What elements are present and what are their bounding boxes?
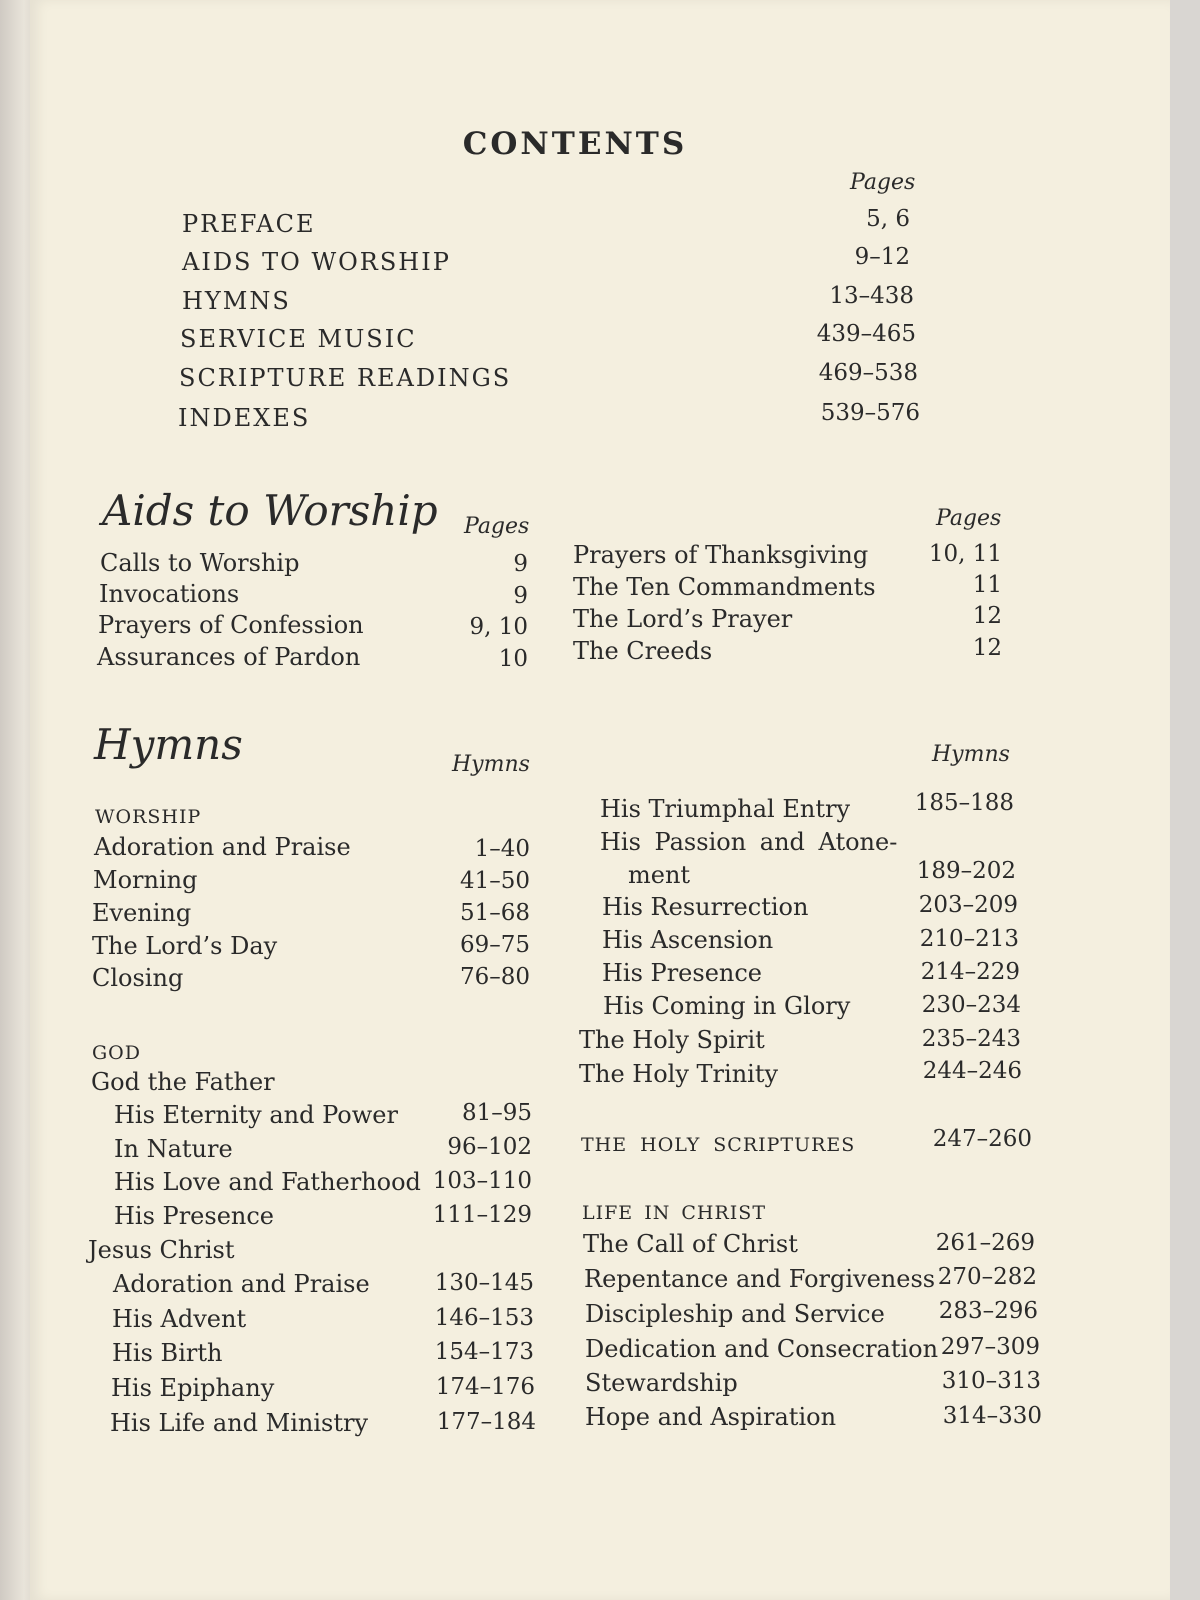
aids-item-label: Calls to Worship — [100, 549, 300, 577]
hymn-topic-range: 297–309 — [940, 1334, 1040, 1360]
hymn-topic-range: 185–188 — [914, 790, 1014, 816]
hymn-topic-label: His Ascension — [602, 926, 774, 954]
aids-item-pages: 10 — [498, 646, 528, 672]
aids-item-label: Prayers of Confession — [98, 611, 364, 639]
hymn-topic-range: 203–209 — [918, 892, 1018, 918]
contents-item-pages: 5, 6 — [866, 206, 910, 232]
hymn-topic-label: Dedication and Consecration — [585, 1335, 939, 1363]
hymn-topic-label: Hope and Aspiration — [585, 1403, 837, 1431]
hymn-topic-label: His Presence — [114, 1202, 274, 1230]
hymn-topic-label-continued: ment — [628, 861, 691, 889]
contents-item-label: PREFACE — [182, 210, 316, 238]
jesus-christ-label: Jesus Christ — [88, 1236, 235, 1264]
hymn-topic-range: 177–184 — [436, 1409, 536, 1435]
hymn-topic-label: The Lord’s Day — [92, 932, 278, 960]
aids-item-pages: 9, 10 — [469, 614, 528, 640]
worship-heading: WORSHIP — [95, 806, 202, 828]
hymn-topic-label: His Resurrection — [602, 893, 809, 921]
book-page — [30, 0, 1170, 1600]
hymns-right-header: Hymns — [932, 742, 1010, 767]
hymn-topic-label: In Nature — [114, 1135, 233, 1163]
hymn-topic-range: 174–176 — [435, 1374, 535, 1400]
hymn-topic-label: Adoration and Praise — [113, 1270, 370, 1298]
hymn-topic-range: 111–129 — [432, 1202, 532, 1228]
aids-item-label: The Creeds — [573, 637, 713, 665]
contents-item-pages: 9–12 — [854, 244, 910, 270]
aids-item-label: Assurances of Pardon — [97, 643, 361, 671]
scriptures-heading: THE HOLY SCRIPTURES — [581, 1134, 856, 1156]
hymns-section-title: Hymns — [94, 720, 243, 769]
hymn-topic-label: Adoration and Praise — [94, 833, 351, 861]
contents-item-pages: 469–538 — [818, 360, 918, 386]
hymn-topic-range: 96–102 — [447, 1134, 532, 1160]
contents-item-label: SCRIPTURE READINGS — [179, 364, 512, 392]
hymn-topic-range: 310–313 — [941, 1368, 1041, 1394]
aids-item-pages: 12 — [972, 635, 1002, 661]
aids-left-pages-header: Pages — [464, 514, 530, 539]
hymn-topic-label: His Epiphany — [111, 1374, 275, 1402]
hymn-topic-range: 244–246 — [922, 1058, 1022, 1084]
contents-item-pages: 539–576 — [820, 400, 920, 426]
hymn-topic-range: 1–40 — [474, 836, 530, 862]
hymn-topic-range: 154–173 — [434, 1339, 534, 1365]
hymn-topic-range: 76–80 — [459, 964, 530, 990]
aids-item-pages: 12 — [972, 603, 1002, 629]
hymn-topic-label: His Advent — [112, 1305, 247, 1333]
hymn-topic-range: 81–95 — [461, 1100, 532, 1126]
hymn-topic-range: 189–202 — [916, 858, 1016, 884]
aids-item-label: The Ten Commandments — [573, 573, 876, 601]
hymn-topic-label: His Eternity and Power — [114, 1101, 398, 1129]
life-in-christ-heading: LIFE IN CHRIST — [582, 1202, 766, 1224]
aids-item-pages: 11 — [972, 572, 1002, 598]
god-father-label: God the Father — [91, 1068, 275, 1096]
aids-item-label: Prayers of Thanksgiving — [573, 541, 869, 569]
hymn-topic-range: 41–50 — [459, 868, 530, 894]
contents-item-label: SERVICE MUSIC — [180, 325, 417, 353]
contents-pages-header: Pages — [850, 170, 916, 195]
hymn-topic-range: 247–260 — [932, 1126, 1032, 1152]
hymn-topic-range: 235–243 — [921, 1026, 1021, 1052]
contents-item-pages: 13–438 — [829, 283, 914, 309]
hymn-topic-label: Morning — [93, 866, 198, 894]
aids-section-title: Aids to Worship — [102, 486, 438, 535]
hymn-topic-range: 51–68 — [459, 900, 530, 926]
hymn-topic-label: The Call of Christ — [583, 1230, 798, 1258]
aids-right-pages-header: Pages — [936, 506, 1002, 531]
aids-item-label: The Lord’s Prayer — [573, 605, 793, 633]
hymn-topic-label: The Holy Spirit — [579, 1026, 765, 1054]
hymn-topic-label: His Birth — [112, 1339, 223, 1367]
hymn-topic-range: 210–213 — [919, 926, 1019, 952]
contents-item-label: INDEXES — [178, 404, 311, 432]
hymn-topic-range: 146–153 — [434, 1305, 534, 1331]
hymn-topic-label: Evening — [92, 899, 192, 927]
hymn-topic-range: 261–269 — [935, 1230, 1035, 1256]
hymn-topic-label: Discipleship and Service — [585, 1300, 885, 1328]
aids-item-pages: 10, 11 — [928, 541, 1002, 567]
hymn-topic-label: Stewardship — [585, 1369, 738, 1397]
hymn-topic-label: Repentance and Forgiveness — [584, 1265, 936, 1293]
aids-item-pages: 9 — [513, 551, 528, 577]
hymn-topic-label: Closing — [92, 964, 184, 992]
hymn-topic-range: 130–145 — [434, 1270, 534, 1296]
hymn-topic-label: His Coming in Glory — [603, 992, 851, 1020]
aids-item-label: Invocations — [99, 580, 240, 608]
contents-item-label: HYMNS — [182, 287, 291, 315]
hymn-topic-range: 230–234 — [921, 992, 1021, 1018]
page-title: CONTENTS — [462, 126, 688, 162]
hymn-topic-range: 270–282 — [937, 1264, 1037, 1290]
hymns-left-header: Hymns — [452, 752, 530, 777]
hymn-topic-label: His Presence — [602, 959, 762, 987]
hymn-topic-range: 314–330 — [942, 1403, 1042, 1429]
contents-item-label: AIDS TO WORSHIP — [182, 248, 451, 276]
hymn-topic-range: 103–110 — [432, 1168, 532, 1194]
hymn-topic-label: His Passion and Atone- — [600, 828, 898, 856]
aids-item-pages: 9 — [513, 583, 528, 609]
hymn-topic-range: 69–75 — [459, 932, 530, 958]
hymn-topic-label: His Love and Fatherhood — [114, 1168, 421, 1196]
hymn-topic-range: 214–229 — [920, 959, 1020, 985]
hymn-topic-label: His Triumphal Entry — [600, 795, 851, 823]
hymn-topic-label: His Life and Ministry — [110, 1409, 369, 1437]
god-heading: GOD — [92, 1042, 141, 1064]
contents-item-pages: 439–465 — [816, 321, 916, 347]
hymn-topic-range: 283–296 — [938, 1298, 1038, 1324]
hymn-topic-label: The Holy Trinity — [579, 1060, 779, 1088]
